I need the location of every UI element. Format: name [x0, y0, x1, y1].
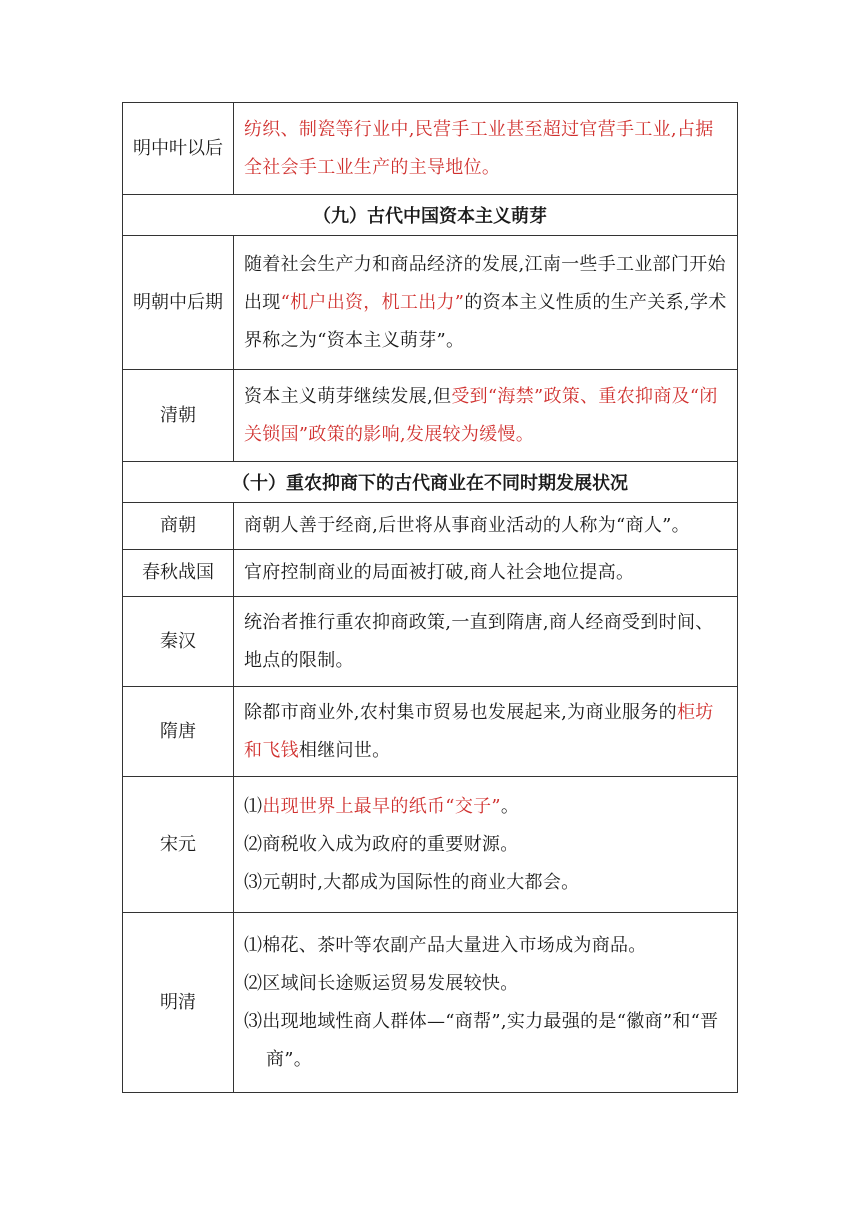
list-item [244, 788, 729, 826]
highlight-text: 纺织、制瓷等行业中,民营手工业甚至超过官营手工业,占据全社会手工业生产的主导地位。 [244, 118, 714, 178]
highlight-text: 出现世界上最早的纸币“交子” [262, 795, 501, 817]
table-row [123, 370, 738, 462]
content-cell [234, 777, 738, 913]
body-text: 统治者推行重农抑商政策,一直到隋唐,商人经商受到时间、地点的限制。 [244, 611, 714, 671]
content-cell [234, 236, 738, 370]
content-cell [234, 370, 738, 462]
table-row [123, 103, 738, 195]
list-item [244, 826, 729, 864]
history-table [122, 102, 738, 1093]
body-text: 商朝人善于经商,后世将从事商业活动的人称为“商人”。 [244, 515, 690, 536]
content-cell [234, 103, 738, 195]
list-item [244, 965, 729, 1003]
period-cell: 隋唐 [123, 687, 234, 777]
table-row [123, 503, 738, 550]
body-text: 相继问世。 [298, 739, 391, 761]
body-text: ⑶出现地域性商人群体—“商帮”,实力最强的是“徽商”和“晋商”。 [244, 1010, 719, 1070]
list-item [244, 864, 729, 902]
body-text: 资本主义萌芽继续发展,但 [244, 385, 452, 407]
body-text: ⑶元朝时,大都成为国际性的商业大都会。 [244, 871, 580, 893]
list-item [244, 927, 729, 965]
table-row [123, 777, 738, 913]
period-cell: 明清 [123, 913, 234, 1093]
highlight-text: 柜坊和飞钱 [244, 701, 714, 761]
section-row [123, 195, 738, 236]
body-text: 的资本主义性质的生产关系,学术界称之为“资本主义萌芽”。 [244, 291, 727, 351]
content-cell [234, 503, 738, 550]
table-row [123, 550, 738, 597]
period-cell: 明中叶以后 [123, 103, 234, 195]
period-cell: 宋元 [123, 777, 234, 913]
body-text: ⑴棉花、茶叶等农副产品大量进入市场成为商品。 [244, 934, 647, 956]
content-cell [234, 913, 738, 1093]
table-row [123, 687, 738, 777]
body-text: 。 [500, 795, 520, 817]
period-cell: 商朝 [123, 503, 234, 550]
body-text: ⑵区域间长途贩运贸易发展较快。 [244, 972, 519, 994]
table-row [123, 597, 738, 687]
list-item [244, 1003, 729, 1079]
table-row [123, 236, 738, 370]
table-row [123, 913, 738, 1093]
body-text: 官府控制商业的局面被打破,商人社会地位提高。 [244, 562, 635, 583]
period-cell: 明朝中后期 [123, 236, 234, 370]
body-text: 除都市商业外,农村集市贸易也发展起来,为商业服务的 [244, 701, 677, 723]
section-heading: （十）重农抑商下的古代商业在不同时期发展状况 [123, 462, 738, 503]
content-cell [234, 687, 738, 777]
period-cell: 春秋战国 [123, 550, 234, 597]
body-text: ⑵商税收入成为政府的重要财源。 [244, 833, 519, 855]
content-cell [234, 550, 738, 597]
highlight-text: “机户出资，机工出力” [280, 291, 465, 313]
content-cell [234, 597, 738, 687]
highlight-text: 受到“海禁”政策、重农抑商及“闭关锁国”政策的影响,发展较为缓慢。 [244, 385, 718, 445]
period-cell: 清朝 [123, 370, 234, 462]
period-cell: 秦汉 [123, 597, 234, 687]
section-heading: （九）古代中国资本主义萌芽 [123, 195, 738, 236]
body-text: 随着社会生产力和商品经济的发展,江南一些手工业部门开始出现 [244, 253, 726, 313]
section-row [123, 462, 738, 503]
body-text: ⑴ [244, 795, 263, 817]
